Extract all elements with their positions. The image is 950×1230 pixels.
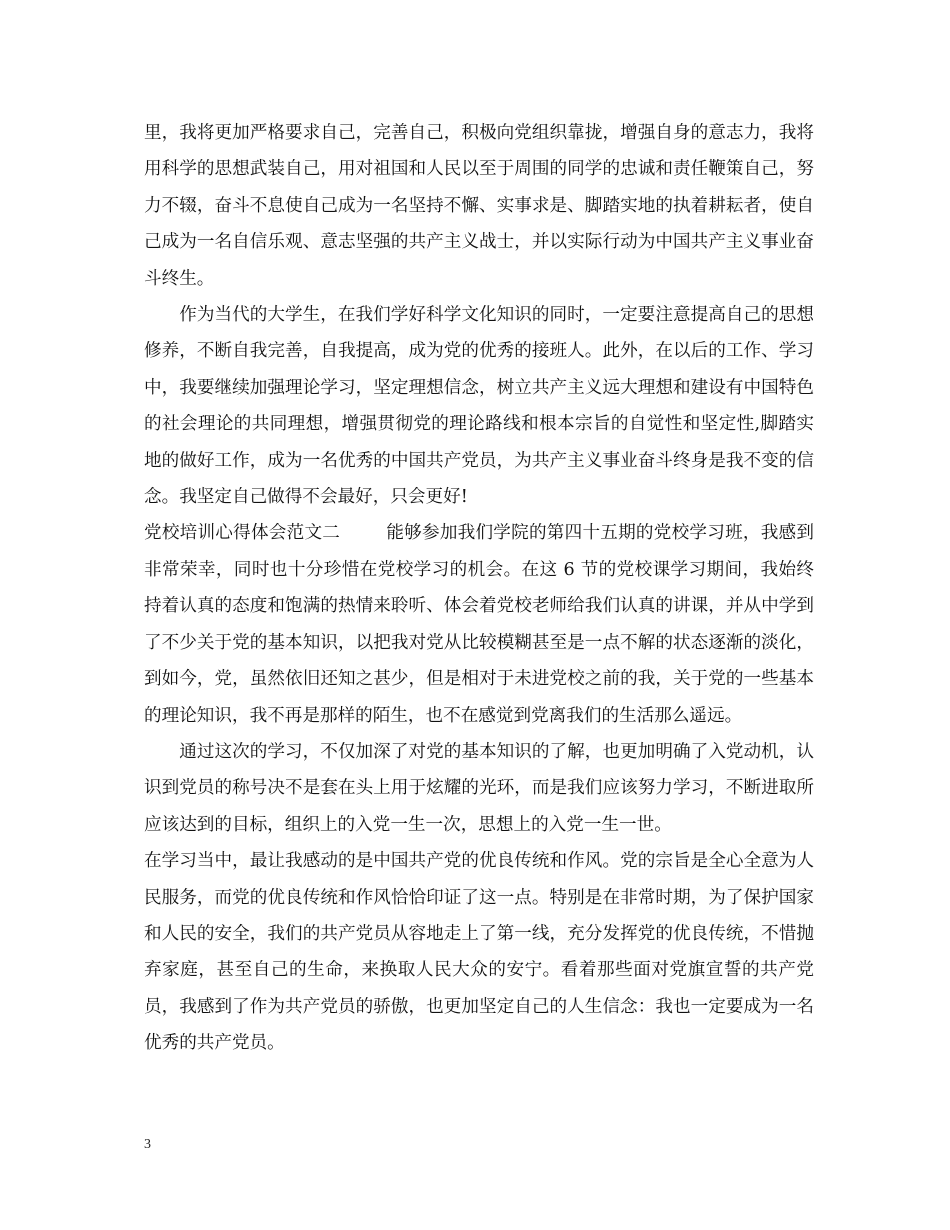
document-body — [144, 115, 814, 1062]
paragraph-4: 通过这次的学习，不仅加深了对党的基本知识的了解，也更加明确了入党动机，认识到党员的称号决不是套在头上用于炫耀的光环，而是我们应该努力学习，不断进取所应该达到的目标，组织上的入党一生一次，思想上的入党一生一世。 — [144, 741, 814, 835]
section-heading: 党校培训心得体会范文二 — [144, 523, 341, 544]
paragraph-2: 作为当代的大学生，在我们学好科学文化知识的同时，一定要注意提高自己的思想修养，不断自我完善，自我提高，成为党的优秀的接班人。此外，在以后的工作、学习中，我要继续加强理论学习，坚定理想信念，树立共产主义远大理想和建设有中国特色的社会理论的共同理想，增强贯彻党的理论路线和根本宗旨的自觉性和坚定性,脚踏实地的做好工作，成为一名优秀的中国共产党员，为共产主义事业奋斗终身是我不变的信念。我坚定自己做得不会最好，只会更好! — [144, 305, 814, 508]
paragraph-5: 在学习当中，最让我感动的是中国共产党的优良传统和作风。党的宗旨是全心全意为人民服务，而党的优良传统和作风恰恰印证了这一点。特别是在非常时期，为了保护国家和人民的安全，我们的共产党员从容地走上了第一线，充分发挥党的优良传统，不惜抛弃家庭，甚至自己的生命，来换取人民大众的安宁。看着那些面对党旗宣誓的共产党员，我感到了作为共产党员的骄傲，也更加坚定自己的人生信念：我也一定要成为一名优秀的共产党员。 — [144, 851, 814, 1054]
paragraph-3-text: 能够参加我们学院的第四十五期的党校学习班，我感到非常荣幸，同时也十分珍惜在党校学习的机会。在这 6 节的党校课学习期间，我始终持着认真的态度和饱满的热情来聆听、体会着党校老师给我们认真的讲课，并从中学到了不少关于党的基本知识，以把我对党从比较模糊甚至是一点不解的状态逐渐的淡化，到如今，党，虽然依旧还知之甚少，但是相对于未进党校之前的我，关于党的一些基本的理论知识，我不再是那样的陌生，也不在感觉到党离我们的生活那么遥远。 — [144, 523, 814, 726]
paragraph-3 — [144, 515, 814, 733]
page-number: 3 — [144, 1137, 151, 1152]
paragraph-1: 里，我将更加严格要求自己，完善自己，积极向党组织靠拢，增强自身的意志力，我将用科学的思想武装自己，用对祖国和人民以至于周围的同学的忠诚和责任鞭策自己，努力不辍，奋斗不息使自己成为一名坚持不懈、实事求是、脚踏实地的执着耕耘者，使自己成为一名自信乐观、意志坚强的共产主义战士，并以实际行动为中国共产主义事业奋斗终生。 — [144, 123, 814, 289]
